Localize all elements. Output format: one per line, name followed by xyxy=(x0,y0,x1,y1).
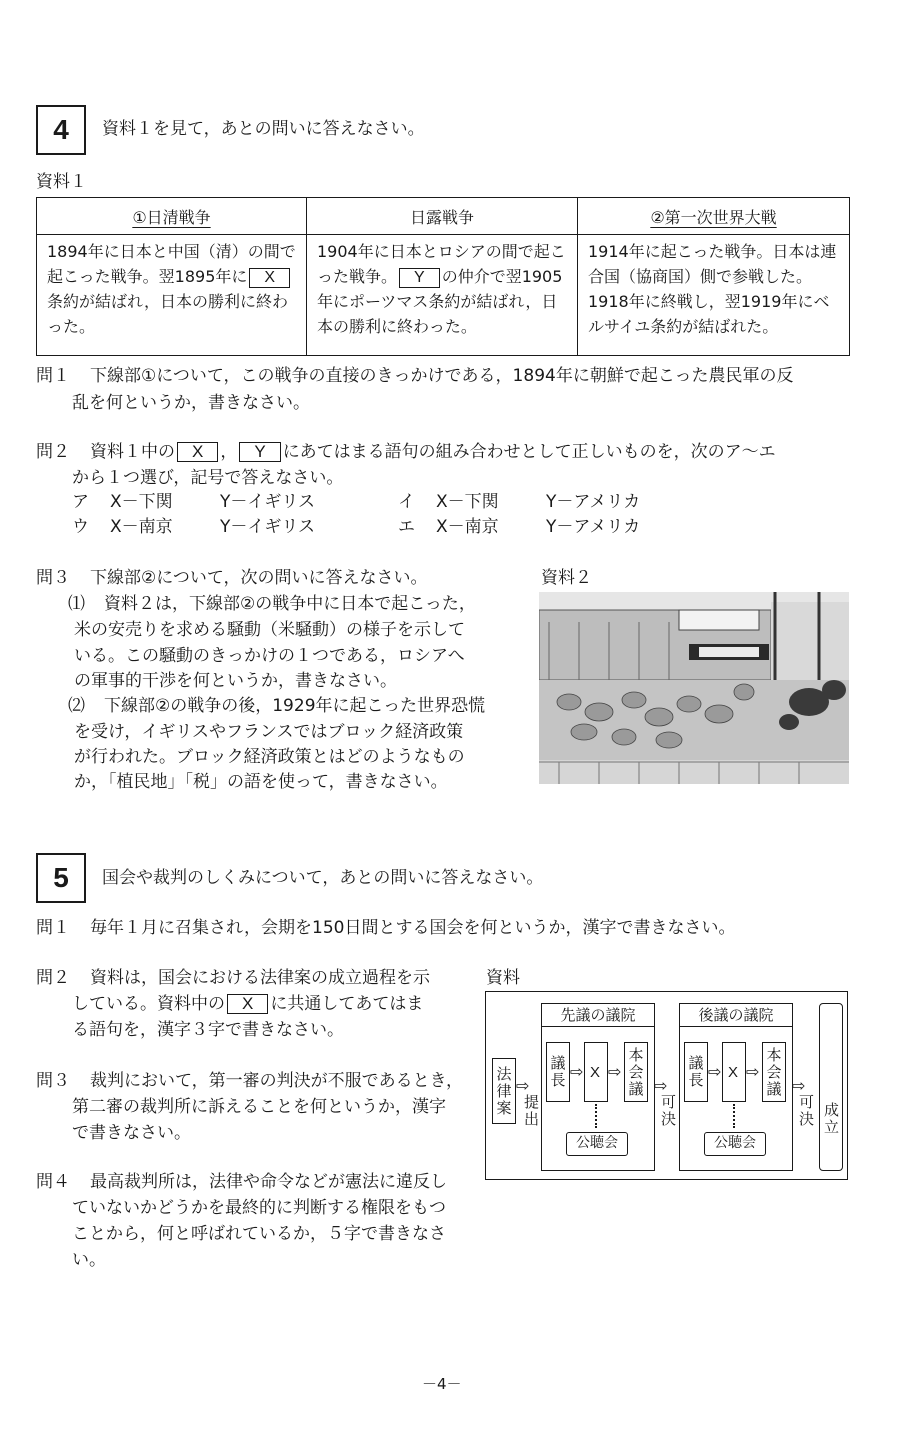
q5-mon4-line1: 最高裁判所は，法律や命令などが憲法に違反し xyxy=(90,1172,447,1192)
q5-mon1-label: 問１ xyxy=(36,918,70,938)
q5-mon3-line3: で書きなさい。 xyxy=(72,1123,191,1143)
diagram-label: 資料 xyxy=(486,968,520,988)
first-plenary-box: 本会議 xyxy=(624,1042,648,1102)
bill-box: 法律案 xyxy=(492,1058,516,1124)
option-u-x: X－南京 xyxy=(110,517,173,537)
option-a-y: Y－イギリス xyxy=(220,492,316,512)
q5-mon3-line2: 第二審の裁判所に訴えることを何というか，漢字 xyxy=(72,1097,446,1117)
q4-mon3-sub2-line4: か，「植民地」「税」の語を使って，書きなさい。 xyxy=(74,772,448,792)
arrow-icon: ⇨ xyxy=(654,1076,668,1095)
option-e-y: Y－アメリカ xyxy=(546,517,641,537)
table-cell-sino-japanese-war: 1894年に日本と中国（清）の間で起こった戦争。翌1895年に X条約が結ばれ，日本の勝利に終わった。 xyxy=(37,235,307,356)
option-a-x: X－下関 xyxy=(110,492,173,512)
arrow-icon: ⇨ xyxy=(708,1062,722,1081)
table-header-sino-japanese-war: ①日清戦争 xyxy=(37,198,307,235)
second-chair-box: 議長 xyxy=(684,1042,708,1102)
option-i-y: Y－アメリカ xyxy=(546,492,641,512)
question-number-5: 5 xyxy=(36,853,86,903)
second-x-box: X xyxy=(722,1042,746,1102)
table-header-ww1: ②第一次世界大戦 xyxy=(578,198,850,235)
q4-mon1-line1: 下線部①について，この戦争の直接のきっかけである，1894年に朝鮮で起こった農民軍の反 xyxy=(90,366,794,386)
q5-mon4-line2: ていないかどうかを最終的に判断する権限をもつ xyxy=(72,1198,446,1218)
q4-mon2-line1: 資料１中の X ， Y にあてはまる語句の組み合わせとして正しいものを，次のア～エ xyxy=(90,442,776,462)
pass-label-1: 可決 xyxy=(659,1094,677,1128)
q4-mon3-sub2-line2: を受け，イギリスやフランスではブロック経済政策 xyxy=(74,722,464,742)
q4-mon2-label: 問２ xyxy=(36,442,70,462)
question-number-4: 4 xyxy=(36,105,86,155)
second-house-title: 後議の議院 xyxy=(680,1004,792,1027)
option-u-y: Y－イギリス xyxy=(220,517,316,537)
q4-mon1-label: 問１ xyxy=(36,366,70,386)
q4-mon3-sub2-num: ⑵ xyxy=(68,696,85,716)
q4-mon3-intro: 下線部②について，次の問いに答えなさい。 xyxy=(90,568,428,588)
rice-riot-illustration xyxy=(539,592,849,784)
q4-mon3-sub2-line1: 下線部②の戦争の後，1929年に起こった世界恐慌 xyxy=(104,696,486,716)
q5-mon2-line2: している。資料中の X に共通してあてはま xyxy=(72,994,424,1014)
arrow-icon: ⇨ xyxy=(608,1062,622,1081)
q5-mon2-line3: る語句を，漢字３字で書きなさい。 xyxy=(72,1020,344,1040)
option-e-x: X－南京 xyxy=(436,517,499,537)
answer-box-x: X xyxy=(249,268,290,288)
q4-mon2-line2: から１つ選び，記号で答えなさい。 xyxy=(72,468,344,488)
shiryo1-label: 資料１ xyxy=(36,172,87,192)
page-number: －4－ xyxy=(422,1375,462,1393)
q4-mon3-sub1-line4: の軍事的干渉を何というか，書きなさい。 xyxy=(74,671,397,691)
option-e: エ xyxy=(398,517,415,537)
history-table xyxy=(36,197,850,356)
q5-mon4-line3: ことから，何と呼ばれているか，５字で書きなさ xyxy=(72,1224,446,1244)
arrow-icon: ⇨ xyxy=(570,1062,584,1081)
q5-mon3-line1: 裁判において，第一審の判決が不服であるとき， xyxy=(90,1071,463,1091)
pass-label-2: 可決 xyxy=(797,1094,815,1128)
shiryo2-label: 資料２ xyxy=(541,568,592,588)
q4-mon3-sub1-num: ⑴ xyxy=(68,594,85,614)
q5-mon1-text: 毎年１月に召集され，会期を150日間とする国会を何というか，漢字で書きなさい。 xyxy=(90,918,736,938)
table-cell-ww1: 1914年に起こった戦争。日本は連合国（協商国）側で参戦した。1918年に終戦し，翌1919年にベルサイユ条約が結ばれた。 xyxy=(578,235,850,356)
first-house-title: 先議の議院 xyxy=(542,1004,654,1027)
q5-intro: 国会や裁判のしくみについて，あとの問いに答えなさい。 xyxy=(102,868,544,888)
answer-box-y: Y xyxy=(399,268,440,288)
q4-mon3-label: 問３ xyxy=(36,568,70,588)
first-house xyxy=(541,1003,655,1171)
arrow-icon: ⇨ xyxy=(792,1076,806,1095)
option-i-x: X－下関 xyxy=(436,492,499,512)
q5-mon3-label: 問３ xyxy=(36,1071,70,1091)
table-header-russo-japanese-war: 日露戦争 xyxy=(307,198,578,235)
dotted-connector xyxy=(595,1104,599,1128)
enact-box: 成立 xyxy=(819,1003,843,1171)
q4-mon3-sub1-line3: いる。この騒動のきっかけの１つである，ロシアへ xyxy=(74,646,465,666)
q5-mon2-label: 問２ xyxy=(36,968,70,988)
q5-mon4-label: 問４ xyxy=(36,1172,70,1192)
q4-mon1-line2: 乱を何というか，書きなさい。 xyxy=(72,393,310,413)
option-a: ア xyxy=(72,492,89,512)
q4-mon3-sub1-line1: 資料２は，下線部②の戦争中に日本で起こった， xyxy=(104,594,476,614)
option-u: ウ xyxy=(72,517,89,537)
dotted-connector xyxy=(733,1104,737,1128)
arrow-icon: ⇨ xyxy=(746,1062,760,1081)
second-house xyxy=(679,1003,793,1171)
q4-mon3-sub2-line3: が行われた。ブロック経済政策とはどのようなもの xyxy=(74,747,465,767)
first-hearing-box: 公聴会 xyxy=(566,1132,628,1156)
first-chair-box: 議長 xyxy=(546,1042,570,1102)
submit-label: 提出 xyxy=(522,1094,540,1128)
q5-mon2-line1: 資料は，国会における法律案の成立過程を示 xyxy=(90,968,430,988)
first-x-box: X xyxy=(584,1042,608,1102)
q4-intro: 資料１を見て，あとの問いに答えなさい。 xyxy=(102,119,425,139)
arrow-icon: ⇨ xyxy=(516,1076,530,1095)
option-i: イ xyxy=(398,492,415,512)
second-hearing-box: 公聴会 xyxy=(704,1132,766,1156)
q5-mon4-line4: い。 xyxy=(72,1250,106,1270)
legislation-process-diagram xyxy=(485,991,848,1180)
q4-mon3-sub1-line2: 米の安売りを求める騒動（米騒動）の様子を示して xyxy=(74,620,465,640)
table-cell-russo-japanese-war: 1904年に日本とロシアの間で起こった戦争。 Y の仲介で翌1905年にポーツマス条約が結ばれ，日本の勝利に終わった。 xyxy=(307,235,578,356)
second-plenary-box: 本会議 xyxy=(762,1042,786,1102)
